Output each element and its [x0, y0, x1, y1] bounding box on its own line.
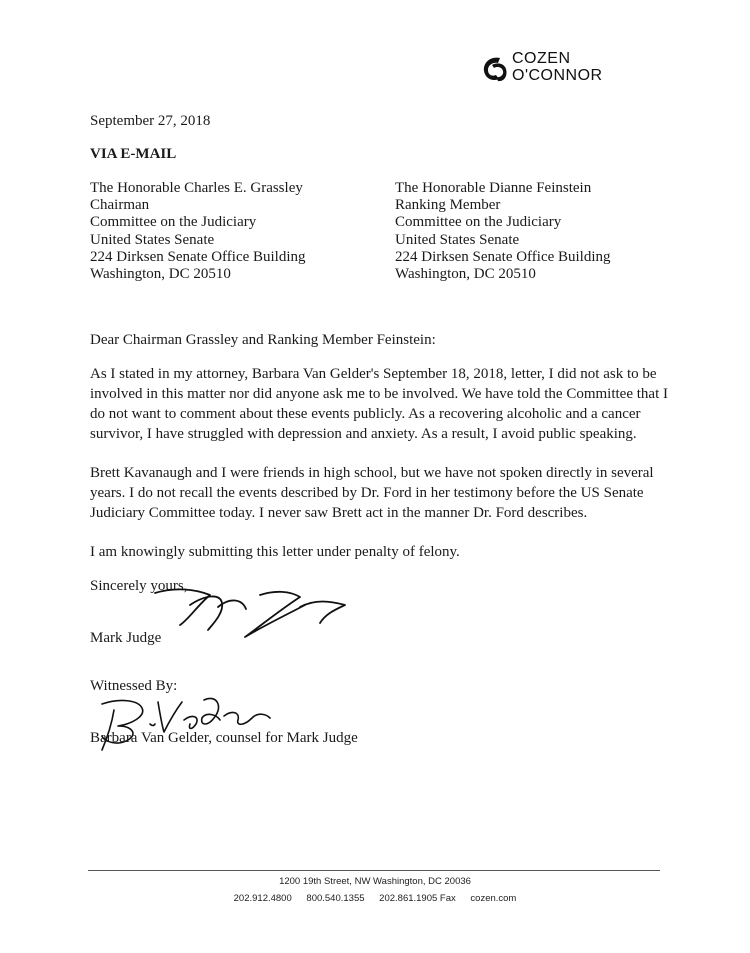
closing: Sincerely yours,	[90, 578, 188, 594]
delivery-method: VIA E-MAIL	[90, 146, 177, 162]
footer-fax: 202.861.1905 Fax	[379, 893, 456, 904]
cozen-swirl-icon	[480, 54, 508, 84]
address-line: 224 Dirksen Senate Office Building	[90, 248, 306, 265]
recipient-address-grassley	[90, 180, 306, 283]
footer-phone-2: 800.540.1355	[306, 893, 365, 904]
logo-line-1: COZEN	[512, 50, 571, 67]
paragraph-line: I am knowingly submitting this letter under penalty of felony.	[90, 544, 460, 560]
paragraph-line: Brett Kavanaugh and I were friends in high school, but we have not spoken directly in several	[90, 465, 654, 481]
address-line: Committee on the Judiciary	[395, 214, 562, 231]
address-line: 224 Dirksen Senate Office Building	[395, 248, 611, 265]
recipient-address-feinstein	[395, 180, 611, 283]
witness-name: Barbara Van Gelder, counsel for Mark Judge	[90, 730, 358, 746]
signer-name: Mark Judge	[90, 630, 162, 646]
body-paragraph-2	[90, 463, 660, 523]
footer-website: cozen.com	[470, 893, 517, 904]
address-line: Chairman	[90, 197, 150, 214]
signature-mark-judge	[150, 575, 360, 645]
address-line: The Honorable Dianne Feinstein	[395, 180, 592, 196]
signature-witness	[92, 680, 272, 760]
paragraph-line: survivor, I have struggled with depression and anxiety. As a result, I avoid public speaking.	[90, 426, 637, 442]
footer-divider	[88, 870, 660, 871]
address-line: United States Senate	[90, 231, 215, 248]
witness-label: Witnessed By:	[90, 678, 178, 694]
logo-line-2: O'CONNOR	[512, 67, 603, 84]
address-line: Ranking Member	[395, 197, 501, 214]
footer-phone-1: 202.912.4800	[233, 893, 292, 904]
salutation: Dear Chairman Grassley and Ranking Member Feinstein:	[90, 332, 436, 348]
address-line: Committee on the Judiciary	[90, 214, 257, 231]
paragraph-line: years. I do not recall the events described by Dr. Ford in her testimony before the US Senate	[90, 485, 644, 501]
paragraph-line: involved in this matter nor did anyone ask me to be involved. We have told the Committee that I	[90, 386, 668, 402]
address-line: The Honorable Charles E. Grassley	[90, 180, 303, 196]
body-paragraph-1	[90, 364, 668, 444]
letter-date: September 27, 2018	[90, 113, 211, 129]
address-line: Washington, DC 20510	[395, 266, 536, 283]
body-paragraph-3	[90, 542, 660, 562]
paragraph-line: Judiciary Committee today. I never saw Brett act in the manner Dr. Ford describes.	[90, 505, 588, 521]
paragraph-line: As I stated in my attorney, Barbara Van Gelder's September 18, 2018, letter, I did not ask to be	[90, 366, 657, 382]
footer-contacts	[0, 893, 750, 904]
paragraph-line: do not want to comment about these events publicly. As a recovering alcoholic and a cancer	[90, 406, 641, 422]
address-line: United States Senate	[395, 231, 520, 248]
cozen-oconnor-logo	[480, 50, 620, 92]
footer-address: 1200 19th Street, NW Washington, DC 20036	[279, 876, 471, 887]
address-line: Washington, DC 20510	[90, 266, 231, 283]
